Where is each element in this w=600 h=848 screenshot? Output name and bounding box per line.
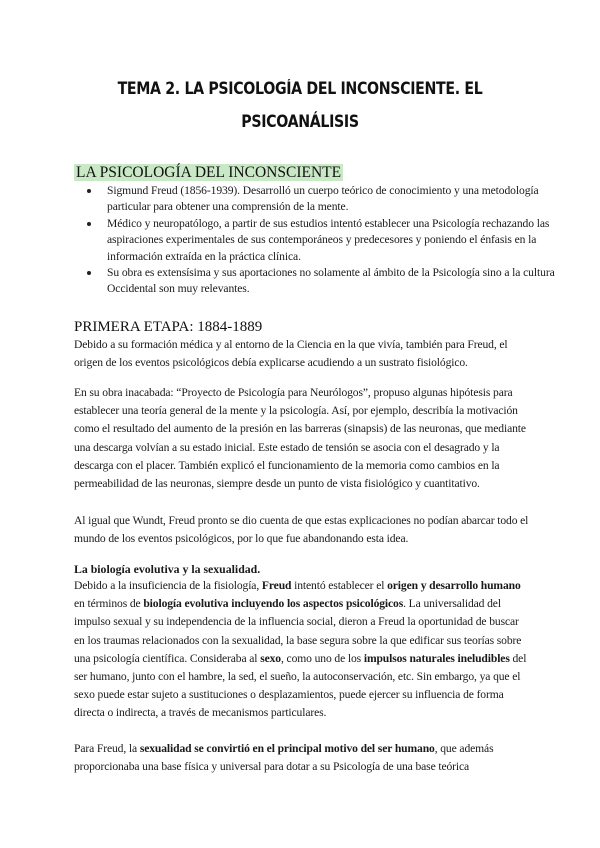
bold-run: sexo [260, 651, 281, 665]
text-run: intentó establecer el [291, 579, 388, 592]
stage-heading: PRIMERA ETAPA: 1884-1889 [74, 319, 263, 335]
document-title [94, 72, 507, 138]
bold-run: impulsos naturales ineludibles [363, 651, 510, 665]
paragraph-project: En su obra inacabada: “Proyecto de Psicología para Neurólogos”, propuso algunas hipótesis para establecer una teoría general de la mente y la psicología. Así, por ejemplo, describía la motivación como el resultado del aumento de la presión en las barreras (sinapsis) de las neuronas, que mediante una descarga volvían a su estado inicial. Este estado de tensión se asocia con el desagrado y la descarga con el placer. También explicó el funcionamiento de la memoria como cambios en la permeabilidad de las neuronas, siempre desde un punto de vista fisiológico y cuantitativo. [74, 386, 526, 491]
title-line-2: PSICOANÁLISIS [241, 112, 359, 131]
bullet-item: Sigmund Freud (1856-1939). Desarrolló un cuerpo teórico de conocimiento y una metodología particular para obtener una comprensión de la mente. [107, 183, 567, 216]
bold-run: biología evolutiva incluyendo los aspectos psicológicos [143, 597, 404, 611]
bold-run: origen y desarrollo humano [387, 579, 521, 592]
text-run: . La universalidad del impulso sexual y su independencia de la influencia social, dieron a Freud la oportunidad de buscar en los traumas relacionados con la sexualidad, la base segura sobre la que edificar sus teorías sobre una psicología científica. Consideraba al [74, 597, 522, 665]
paragraph-wundt: Al igual que Wundt, Freud pronto se dio cuenta de que estas explicaciones no podían abarcar todo el mundo de los eventos psicológicos, por lo que fue abandonando esta idea. [74, 514, 529, 546]
paragraph-formation: Debido a su formación médica y al entorno de la Ciencia en la que vivía, también para Freud, el origen de los eventos psicológicos debía explicarse acudiendo a un sustrato fisiológico. [74, 338, 508, 370]
text-run: Debido a la insuficiencia de la fisiología, [74, 579, 262, 592]
text-run: Para Freud, la [74, 742, 140, 755]
text-run: en términos de [74, 597, 144, 611]
bullet-list [74, 183, 567, 298]
text-run: del ser humano, junto con el hambre, la sed, el sueño, la autoconservación, etc. Sin embargo, ya que el sexo puede estar sujeto a sustituciones o desplazamientos, puede ejercer su influencia de forma directa o indirecta, a través de mecanismos particulares. [74, 651, 527, 720]
bold-run: sexualidad se convirtió en el principal motivo del ser humano [139, 742, 435, 755]
section-heading-text: LA PSICOLOGÍA DEL INCONSCIENTE [76, 164, 342, 181]
bullet-item: Médico y neuropatólogo, a partir de sus estudios intentó establecer una Psicología rechazando las aspiraciones experimentales de sus contemporáneos y predecesores y poniendo el énfasis en la información extraída en la práctica clínica. [107, 216, 567, 265]
text-run: , que además proporcionaba una base física y universal para dotar a su Psicología de una base teórica [74, 742, 494, 774]
paragraph-sexuality [74, 740, 530, 776]
bullet-item: Su obra es extensísima y sus aportaciones no solamente al ámbito de la Psicología sino a la cultura Occidental son muy relevantes. [107, 265, 567, 298]
subheading-biology: La biología evolutiva y la sexualidad. [74, 562, 261, 576]
paragraph-biology [74, 577, 530, 723]
title-line-1: TEMA 2. LA PSICOLOGÍA DEL INCONSCIENTE. EL [117, 79, 483, 98]
section-heading [74, 164, 343, 182]
bold-run: Freud [261, 579, 292, 592]
text-run: , como uno de los [280, 651, 364, 665]
